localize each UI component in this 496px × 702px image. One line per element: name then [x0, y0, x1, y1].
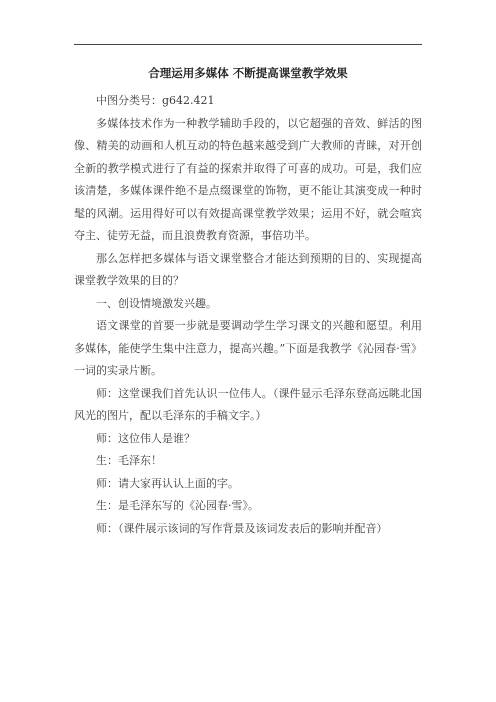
dialogue-line: 生：是毛泽东写的《沁园春·雪》。 [96, 499, 259, 512]
paragraph-interest: 语文课堂的首要一步就是要调动学生学习课文的兴趣和愿望。利用多媒体，能使学生集中注意力，提高兴趣。”下面是我教学《沁园春·雪》一词的实录片断。 [74, 319, 422, 377]
dialogue-line: 师：（课件展示该词的写作背景及该词发表后的影响并配音） [96, 521, 388, 535]
dialogue-line: 师：请大家再认认上面的字。 [96, 476, 239, 490]
dialogue-line: 师：这位伟人是谁？ [96, 431, 195, 445]
classification-line: 中图分类号：g642.421 [96, 94, 215, 107]
header-rule [74, 44, 422, 45]
paragraph-question: 那么怎样把多媒体与语文课堂整合才能达到预期的目的、实现提高课堂教学效果的目的？ [74, 251, 422, 287]
section-heading: 一、创设情境激发兴趣。 [96, 296, 217, 310]
dialogue-line: 师：这堂课我们首先认识一位伟人。（课件显示毛泽东登高远眺北国风光的图片，配以毛泽东的手稿文字。） [74, 386, 422, 422]
paragraph-intro: 多媒体技术作为一种教学辅助手段的，以它超强的音效、鲜活的图像、精美的动画和人机互动的特色越来越受到广大教师的青睐，对开创全新的教学模式进行了有益的探索并取得了可喜的成功。可是，我们应该清楚，多媒体课件绝不是点缀课堂的饰物，更不能让其演变成一种时髦的风潮。运用得好可以有效提高课堂教学效果；运用不好，就会喧宾夺主、徒劳无益，而且浪费教育资源，事倍功半。 [74, 116, 422, 242]
document-body [74, 90, 422, 540]
document-title: 合理运用多媒体 不断提高课堂教学效果 [148, 66, 348, 80]
dialogue-line: 生：毛泽东！ [96, 454, 162, 467]
